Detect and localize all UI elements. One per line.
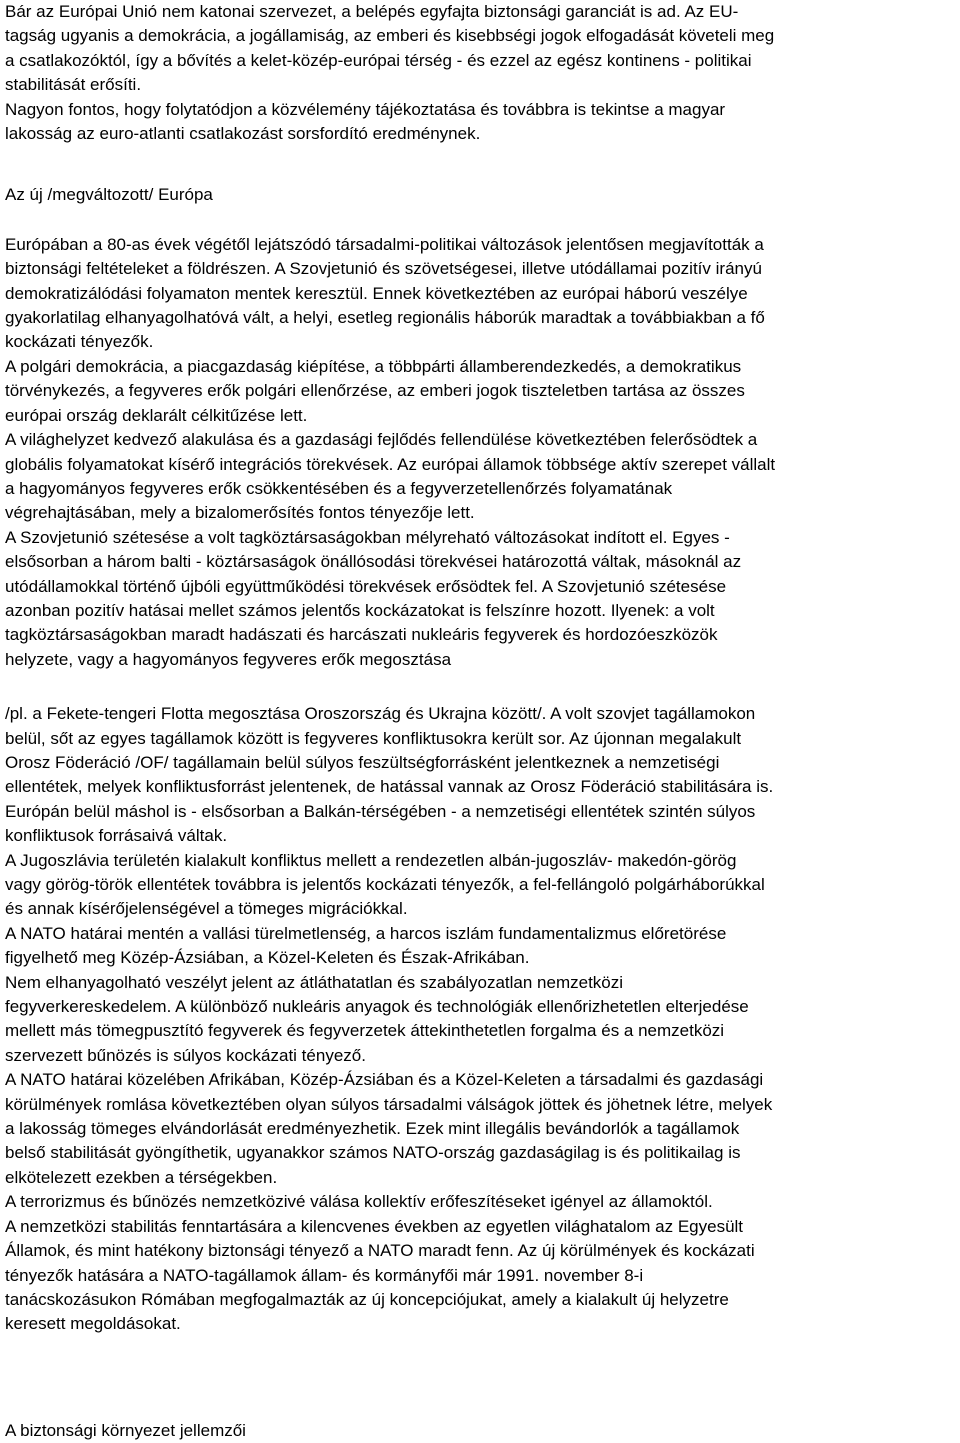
text-line: tagság ugyanis a demokrácia, a jogállamiság, az emberi és kisebbségi jogok elfogadását követeli meg [5,26,775,46]
text-line: körülmények romlása következtében olyan súlyos társadalmi válságok jöttek és jöhetnek létre, melyek [5,1094,773,1114]
text-line: A világhelyzet kedvező alakulása és a gazdasági fejlődés fellendülése következtében felerősödtek a [5,430,758,450]
text-line: a csatlakozóktól, így a bővítés a kelet-közép-európai térség - és ezzel az egész kontinens - politikai [5,50,752,70]
text-line: keresett megoldásokat. [5,1314,181,1334]
text-line: A polgári demokrácia, a piacgazdaság kiépítése, a többpárti államberendezkedés, a demokratikus [5,356,742,376]
text-line: vagy görög-török ellentétek továbbra is jelentős kockázati tényezők, a fel-fellángoló polgárháborúkkal [5,875,765,894]
text-line: biztonsági feltételeket a földrészen. A Szovjetunió és szövetségesei, illetve utódállamai pozitív irányú [5,259,762,279]
text-line: elsősorban a három balti - köztársaságok önállósodási törekvései határozottá váltak, másoknál az [5,552,742,572]
text-line: Nagyon fontos, hogy folytatódjon a közvélemény tájékoztatása és továbbra is tekintse a magyar [5,99,726,119]
text-line: konfliktusok forrásaivá váltak. [5,826,228,846]
text-line: a hagyományos fegyveres erők csökkentésében és a fegyverzetellenőrzés folyamatának [5,478,673,498]
text-line: Nem elhanyagolható veszélyt jelent az átláthatatlan és szabályozatlan nemzetközi [5,972,624,992]
text-line: A nemzetközi stabilitás fenntartására a kilencvenes években az egyetlen világhatalom az Egyesült [5,1216,744,1236]
text-line: és annak kísérőjelenségével a tömeges migrációkkal. [5,899,408,919]
text-line: Államok, és mint hatékony biztonsági tényező a NATO maradt fenn. Az új körülmények és kockázati [5,1241,755,1261]
text-line: a lakosság tömeges elvándorlását eredményezhetik. Ezek mint illegális bevándorlók a tagállamok [5,1119,740,1139]
text-line: belül, sőt az egyes tagállamok között is fegyveres konfliktusokra került sor. Az újonnan megalakult [5,728,742,748]
text-line: ellentétek, melyek konfliktusforrást jelentenek, de hatással vannak az Orosz Föderáció stabilitására is. [5,777,774,797]
section-heading: Az új /megváltozott/ Európa [5,185,213,205]
text-line: Bár az Európai Unió nem katonai szervezet, a belépés egyfajta biztonsági garanciát is ad. Az EU- [5,2,739,21]
text-line: belső stabilitását gyöngíthetik, ugyanakkor számos NATO-ország gazdaságilag is és politikailag is [5,1143,741,1163]
text-line: kockázati tényezők. [5,332,154,352]
text-line: globális folyamatokat kísérő integrációs törekvések. Az európai államok többsége aktív szerepet vállalt [5,454,776,474]
text-line: A Szovjetunió szétesése a volt tagköztársaságokban mélyreható változásokat indított el. Egyes - [5,527,730,547]
text-line: lakosság az euro-atlanti csatlakozást sorsfordító eredménynek. [5,124,481,144]
text-line: Európában a 80-as évek végétől lejátszódó társadalmi-politikai változások jelentősen megjavították a [5,234,764,254]
text-line: demokratizálódási folyamaton mentek keresztül. Ennek következtében az európai háború veszélye [5,283,748,303]
text-line: mellett más tömegpusztító fegyverek és fegyverzetek áttekinthetetlen forgalma és a nemzetközi [5,1021,725,1041]
text-line: A terrorizmus és bűnözés nemzetközivé válása kollektív erőfeszítéseket igényel az államoktól. [5,1192,713,1212]
text-line: tanácskozásukon Rómában megfogalmazták az új koncepciójukat, amely a kialakult új helyzetre [5,1289,729,1309]
text-line: fegyverkereskedelem. A különböző nukleáris anyagok és technológiák ellenőrizhetetlen elterjedése [5,997,749,1017]
text-line: A NATO határai mentén a vallási türelmetlenség, a harcos iszlám fundamentalizmus előretörése [5,923,727,943]
text-line: gyakorlatilag elhanyagolhatóvá vált, a helyi, esetleg regionális háborúk maradtak a továbbiakban a fő [5,308,765,328]
text-line: azonban pozitív hatásai mellet számos jelentős kockázatokat is felszínre hozott. Ilyenek: a volt [5,600,715,620]
section-heading: A biztonsági környezet jellemzői [5,1420,246,1440]
text-line: utódállamokkal történő újbóli együttműködési törekvések erősödtek fel. A Szovjetunió szétesése [5,576,727,596]
text-line: stabilitását erősíti. [5,75,142,95]
text-line: figyelhető meg Közép-Ázsiában, a Közel-Keleten és Észak-Afrikában. [5,948,530,968]
text-line: A Jugoszlávia területén kialakult konfliktus mellett a rendezetlen albán-jugoszláv- makedón-görög [5,850,737,870]
text-line: helyzete, vagy a hagyományos fegyveres erők megosztása [5,649,452,669]
text-line: tényezők hatására a NATO-tagállamok állam- és kormányfői már 1991. november 8-i [5,1265,644,1285]
text-line: Európán belül máshol is - elsősorban a Balkán-térségében - a nemzetiségi ellentétek szintén súlyos [5,801,756,821]
text-line: tagköztársaságokban maradt hadászati és harcászati nukleáris fegyverek és hordozóeszközök [5,625,718,645]
text-line: európai ország deklarált célkitűzése lett. [5,405,308,425]
text-line: A NATO határai közelében Afrikában, Közép-Ázsiában és a Közel-Keleten a társadalmi és gazdasági [5,1070,764,1090]
text-line: /pl. a Fekete-tengeri Flotta megosztása Oroszország és Ukrajna között/. A volt szovjet tagállamokon [5,704,756,724]
text-line: Orosz Föderáció /OF/ tagállamain belül súlyos feszültségforrásként jelentkeznek a nemzetiségi [5,752,720,772]
document-page [5,0,955,1443]
text-line: törvénykezés, a fegyveres erők polgári ellenőrzése, az emberi jogok tiszteletben tartása az összes [5,381,745,401]
text-line: végrehajtásában, mely a bizalomerősítés fontos tényezője lett. [5,503,475,523]
text-line: elkötelezett ezekben a térségekben. [5,1167,278,1187]
text-line: szervezett bűnözés is súlyos kockázati tényező. [5,1045,366,1065]
